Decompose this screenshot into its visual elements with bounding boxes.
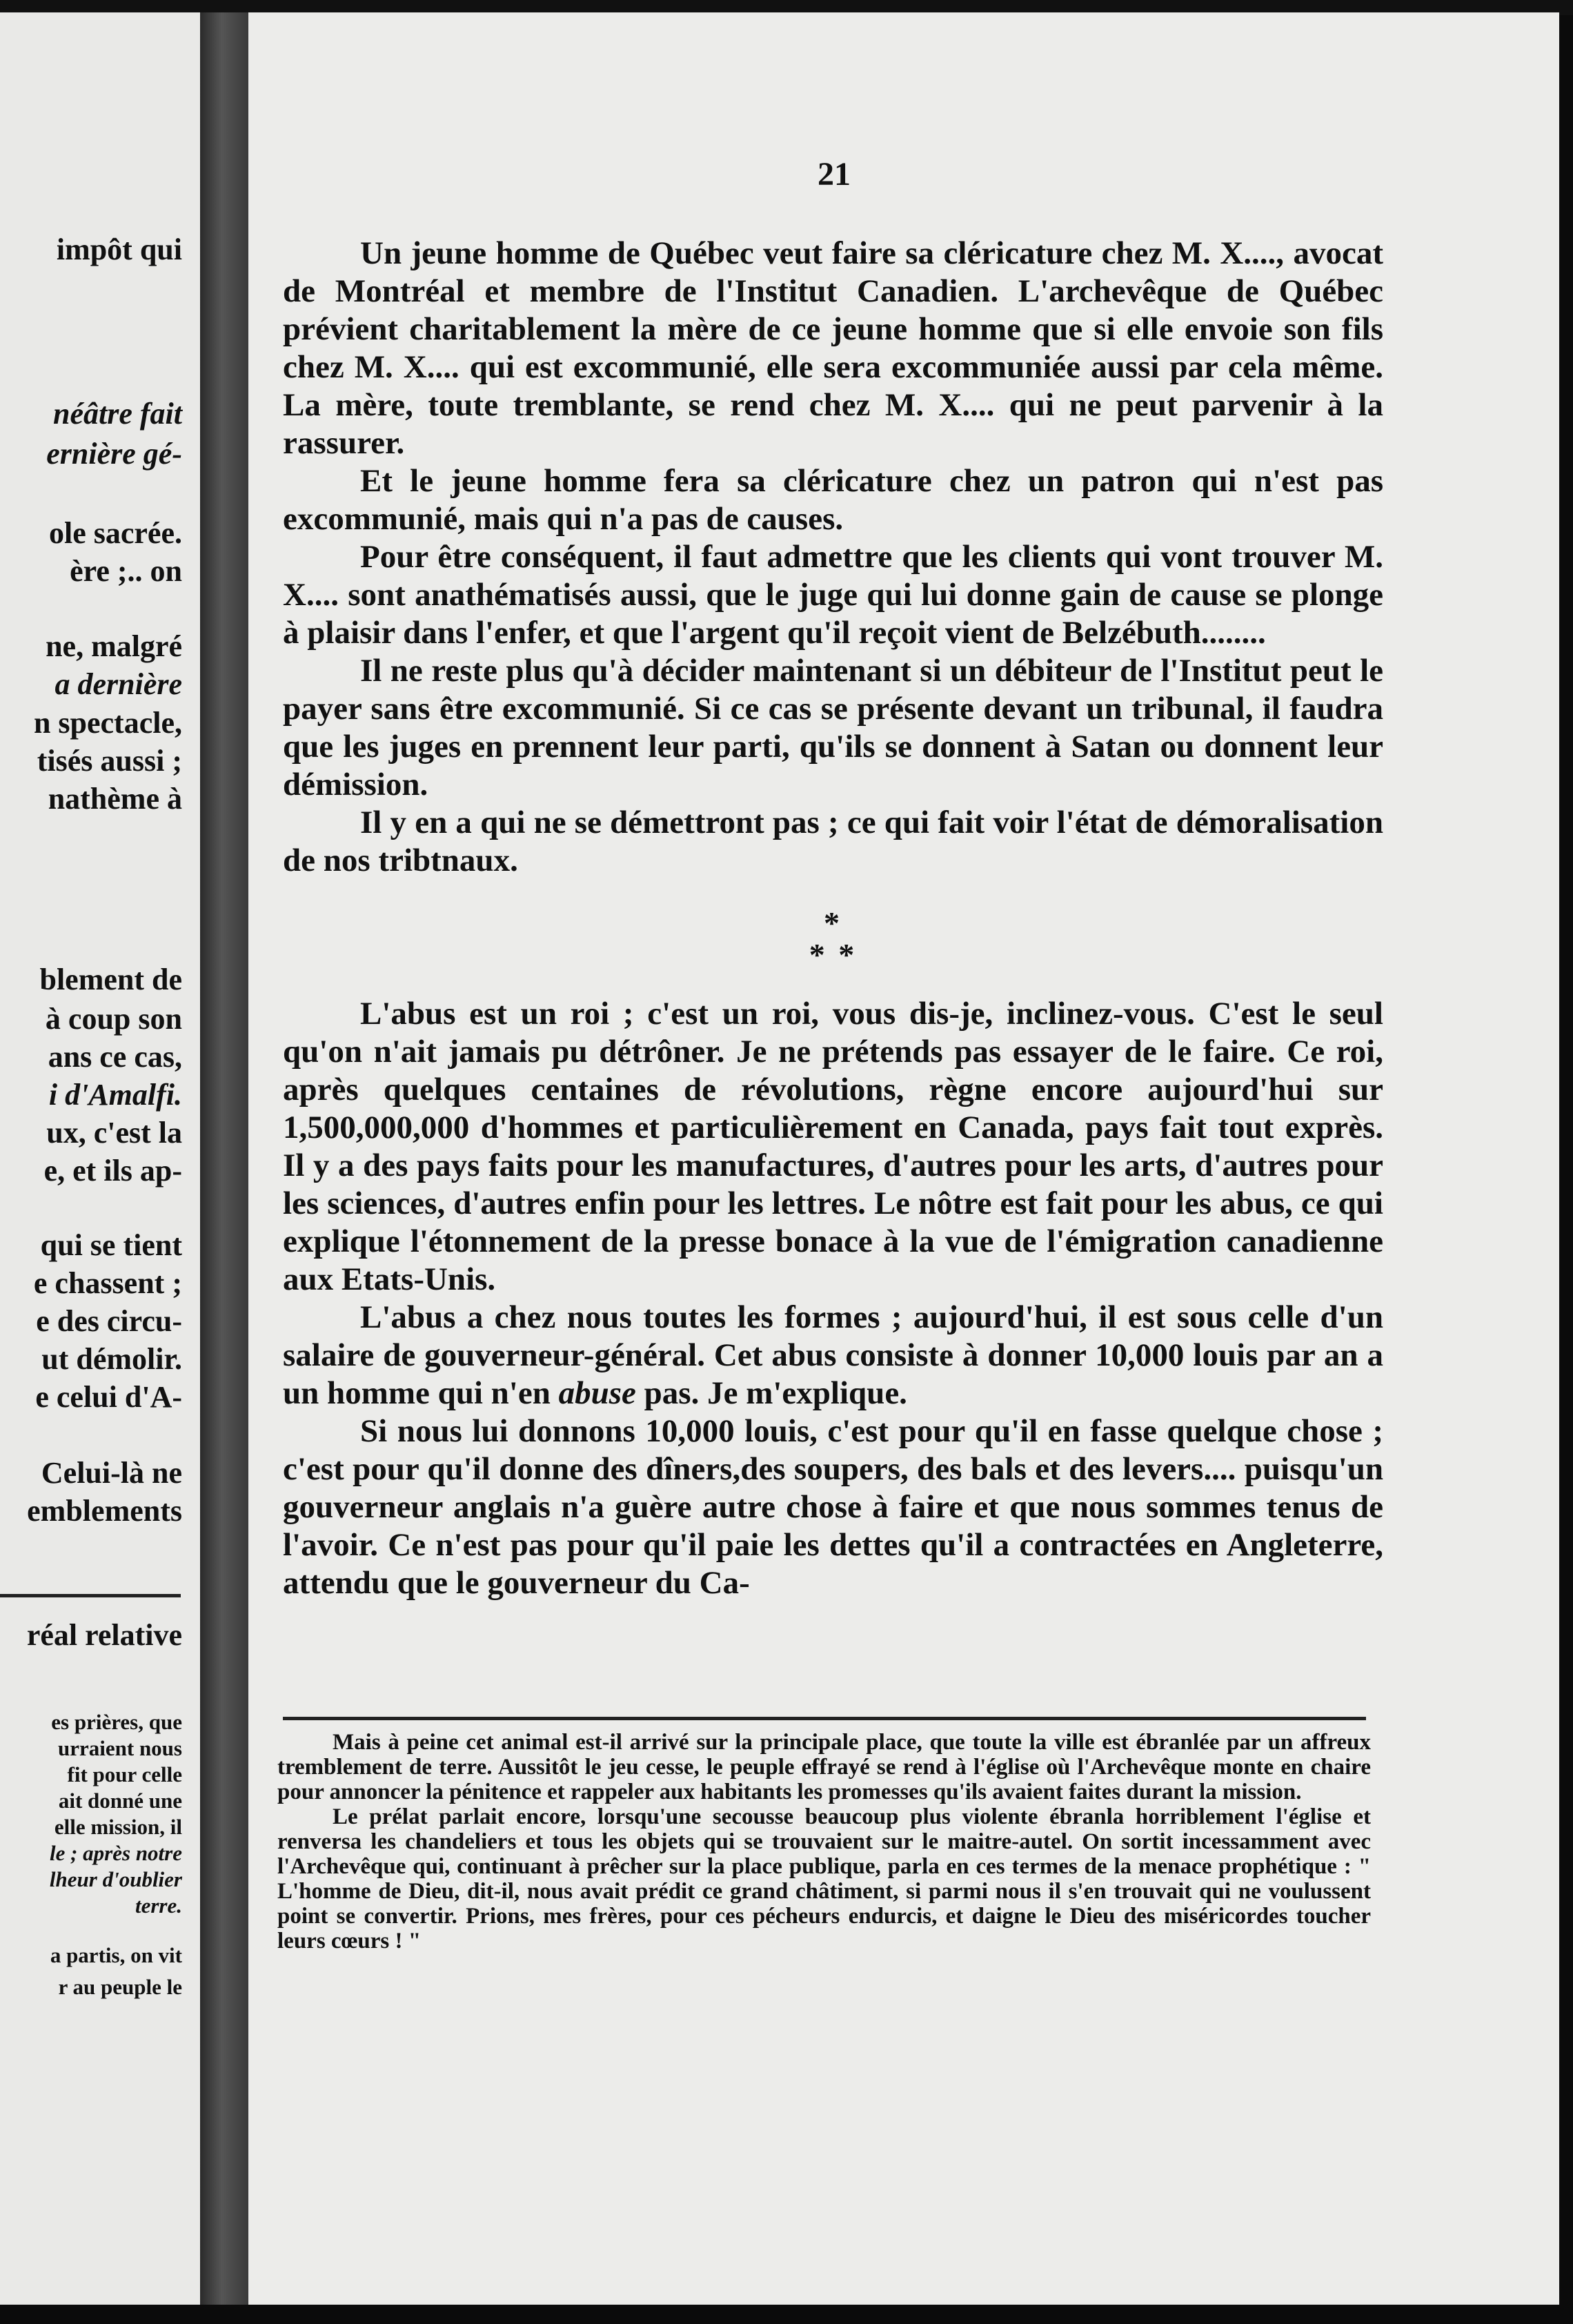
left-page-footnote-line: es prières, que [51, 1710, 182, 1734]
paragraph-text: L'abus a chez nous toutes les formes ; aujourd'hui, il est sous celle d'un salaire de gouverneur-général. Cet abus consiste à donner 10,000 louis par an a un homme qui n'en [283, 1299, 1383, 1411]
left-page-line: e celui d'A- [35, 1380, 182, 1414]
left-page-footnote-line: ait donné une [58, 1789, 182, 1813]
left-page-line: n spectacle, [33, 706, 182, 740]
left-page-line: e chassent ; [33, 1266, 182, 1300]
paragraph: Si nous lui donnons 10,000 louis, c'est pour qu'il en fasse quelque chose ; c'est pour qu'il donne des dîners,des soupers, des bals et des levers.... puisqu'un gouverneur anglais n'a guère autre chose à faire et que nous sommes tenus de l'avoir. Ce n'est pas pour qu'il paie les dettes qu'il a contractées en Angleterre, attendu que le gouverneur du Ca- [283, 1413, 1383, 1601]
left-page-footnote-line: a partis, on vit [50, 1943, 182, 1967]
left-page-line: néâtre fait [53, 397, 182, 431]
left-page-fragment [0, 12, 200, 2310]
paragraph: Un jeune homme de Québec veut faire sa cléricature chez M. X...., avocat de Montréal et membre de l'Institut Canadien. L'archevêque de Québec prévient charitablement la mère de ce jeune homme que si elle envoie son fils chez M. X.... qui est excommunié, elle sera excommuniée aussi par cela même. La mère, toute tremblante, se rend chez M. X.... qui ne peut parvenir à la rassurer. [283, 235, 1383, 461]
left-page-footnote-line: lheur d'oublier [49, 1867, 182, 1891]
left-page-line: ernière gé- [46, 437, 182, 471]
left-page-footnote-line: r au peuple le [58, 1975, 182, 1999]
left-page-line: qui se tient [40, 1228, 182, 1262]
asterism-bottom: * * [809, 937, 858, 972]
left-page-line: tisés aussi ; [37, 744, 182, 778]
left-page-footnote-line: urraient nous [58, 1736, 182, 1760]
main-text [283, 235, 1383, 1602]
left-page-rule [0, 1594, 181, 1597]
left-page-line: a dernière [55, 667, 182, 701]
footnote-paragraph: Mais à peine cet animal est-il arrivé sur la principale place, que toute la ville est ébranlée par un affreux tremblement de terre. Aussitôt le jeu cesse, le peuple effrayé se rend à l'église où l'Archevêque monte en chaire pour annoncer la pénitence et rappeler aux habitants les promesses qu'ils avaient faites durant la mission. [277, 1730, 1371, 1804]
left-page-line: ère ;.. on [70, 554, 182, 588]
left-page-line: impôt qui [56, 233, 182, 266]
left-page-footnote-line: le ; après notre [49, 1841, 182, 1865]
paragraph [283, 1299, 1383, 1412]
left-page-line: ut démolir. [41, 1342, 182, 1376]
left-page-line: à coup son [45, 1002, 182, 1036]
footnote-paragraph: Le prélat parlait encore, lorsqu'une secousse beaucoup plus violente ébranla horriblement l'église et renversa les chandeliers et tous les objets qui se trouvaient sur le maitre-autel. On sortit incessamment avec l'Archevêque qui, continuant à prêcher sur la place publique, parla en ces termes de la menace prophétique : " L'homme de Dieu, dit-il, nous avait prédit ce grand châtiment, si parmi nous il s'en trouvait qui ne voulussent point se convertir. Prions, mes frères, pour ces pécheurs endurcis, et daigne le Dieu des miséricordes toucher leurs cœurs ! " [277, 1804, 1371, 1953]
section-break-asterism [283, 907, 1383, 971]
page-number: 21 [818, 156, 851, 193]
left-page-line: ux, c'est la [46, 1116, 182, 1150]
paragraph: Et le jeune homme fera sa cléricature chez un patron qui n'est pas excommunié, mais qui n'a pas de causes. [283, 463, 1383, 537]
paragraph: Pour être conséquent, il faut admettre que les clients qui vont trouver M. X.... sont anathématisés aussi, que le juge qui lui donne gain de cause se plonge à plaisir dans l'enfer, et que l'argent qu'il reçoit vient de Belzébuth........ [283, 539, 1383, 651]
left-page-line: e, et ils ap- [43, 1154, 182, 1188]
left-page-line: ole sacrée. [49, 516, 182, 550]
footnote-rule [283, 1717, 1366, 1720]
emphasis-abuse: abuse [558, 1375, 636, 1411]
left-page-line: réal relative [26, 1618, 182, 1652]
left-page-footnote-line: terre. [135, 1893, 182, 1918]
paragraph: Il ne reste plus qu'à décider maintenant si un débiteur de l'Institut peut le payer sans être excommunié. Si ce cas se présente devant un tribunal, il faudra que les juges en prennent leur parti, qu'ils se donnent à Satan ou donnent leur démission. [283, 653, 1383, 802]
left-page-footnote-line: elle mission, il [54, 1815, 182, 1839]
left-page-line: e des circu- [36, 1304, 182, 1338]
left-page-line: ne, malgré [46, 629, 182, 663]
scan-border-bottom [0, 2305, 1573, 2324]
left-page-line: blement de [39, 963, 182, 996]
book-gutter [200, 12, 248, 2310]
left-page-line: emblements [27, 1494, 182, 1528]
left-page-footnote-line: fit pour celle [67, 1762, 182, 1786]
paragraph-text-tail: pas. Je m'explique. [644, 1375, 907, 1411]
footnotes [277, 1730, 1371, 1953]
left-page-line: ans ce cas, [48, 1040, 182, 1074]
left-page-line: nathème à [48, 782, 182, 816]
left-page-line: Celui-là ne [41, 1456, 182, 1490]
left-page-line: i d'Amalfi. [48, 1078, 182, 1112]
asterism-top: * [824, 905, 842, 941]
paragraph: Il y en a qui ne se démettront pas ; ce qui fait voir l'état de démoralisation de nos tribtnaux. [283, 805, 1383, 878]
paragraph: L'abus est un roi ; c'est un roi, vous dis-je, inclinez-vous. C'est le seul qu'on n'ait jamais pu détrôner. Je ne prétends pas essayer de le faire. Ce roi, après quelques centaines de révolutions, règne encore aujourd'hui sur 1,500,000,000 d'hommes et particulièrement en Canada, pays fait tout exprès. Il y a des pays faits pour les manufactures, d'autres pour les arts, d'autres pour les sciences, d'autres enfin pour les lettres. Le nôtre est fait pour les abus, ce qui explique l'étonnement de la presse bonace à la vue de l'émigration canadienne aux Etats-Unis. [283, 996, 1383, 1297]
